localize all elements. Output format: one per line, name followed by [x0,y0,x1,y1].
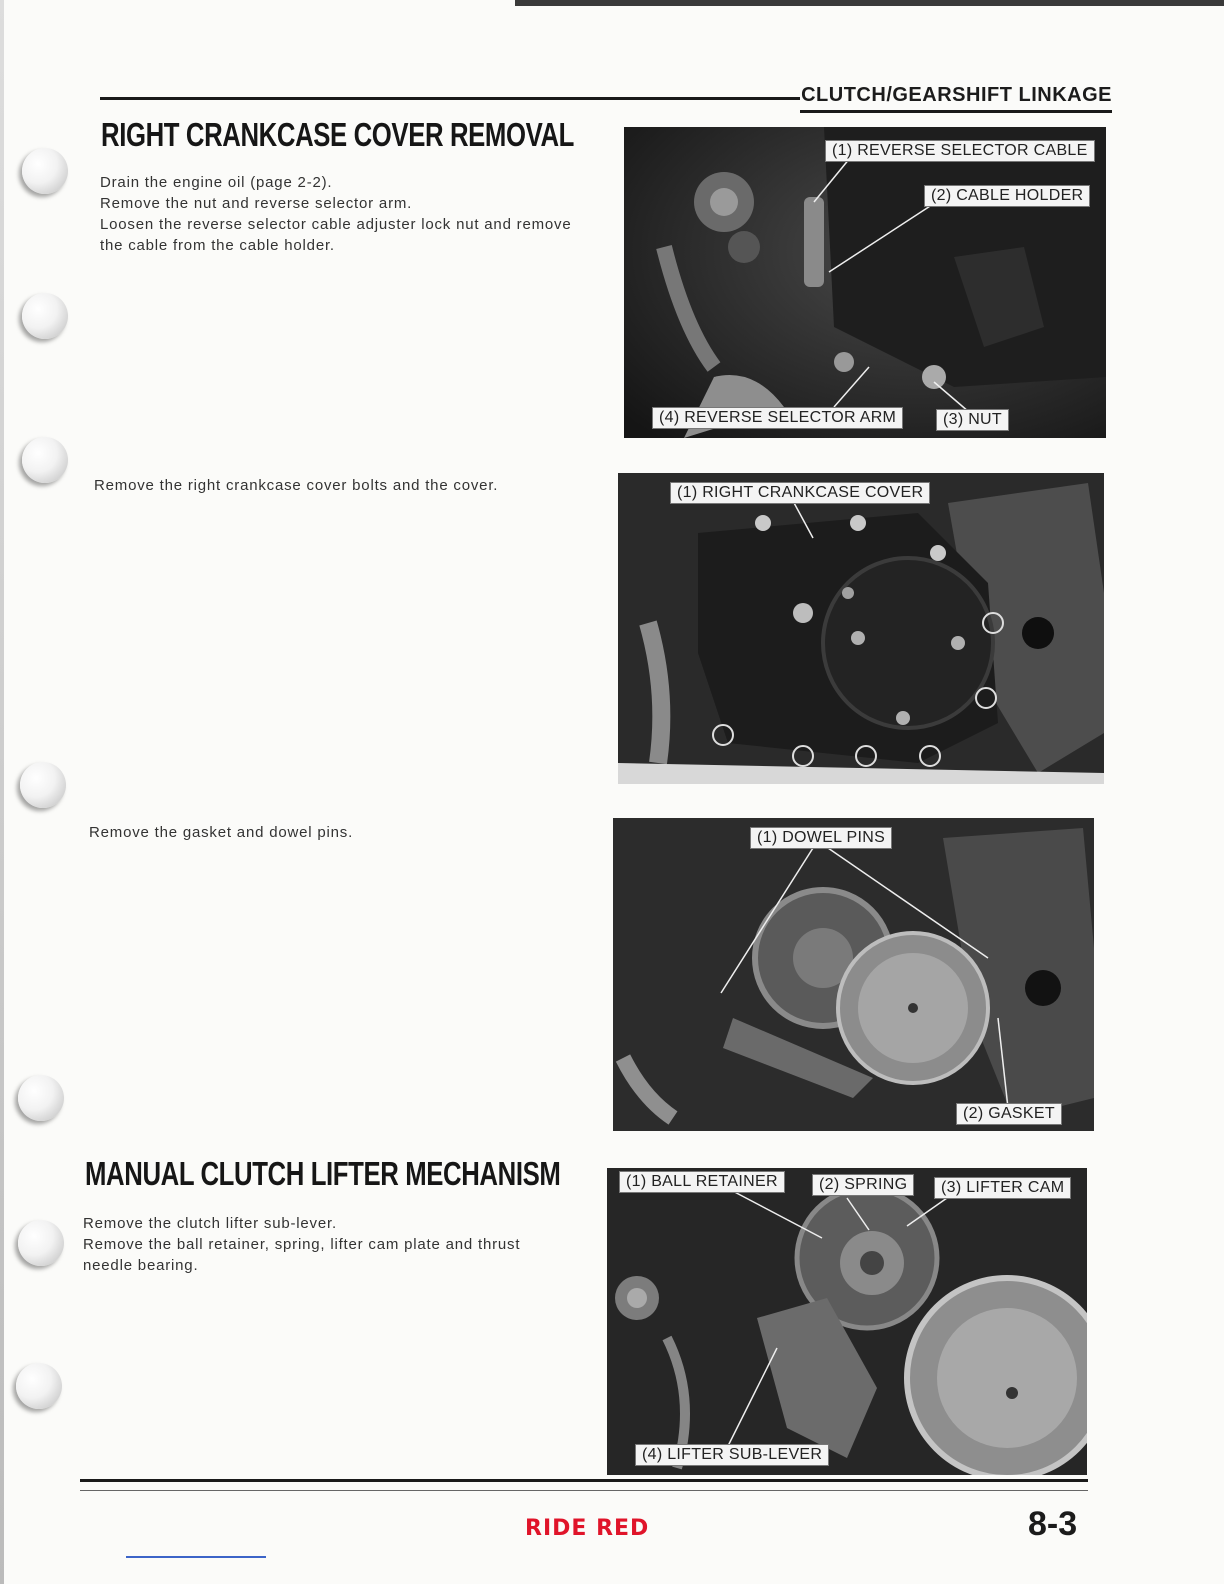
footer-blue-mark [126,1556,266,1558]
photo-dowel-pins-gasket [613,818,1094,1131]
photo-clutch-lifter-mechanism-image [607,1168,1087,1475]
photo-dowel-pins-gasket-image [613,818,1094,1131]
callout-reverse-selector-cable: (1) REVERSE SELECTOR CABLE [825,140,1095,162]
step-instructions [83,1213,520,1276]
header-rule [100,97,800,100]
instruction-line: Drain the engine oil (page 2-2). [100,174,333,191]
step-instructions [100,172,572,256]
callout-ball-retainer: (1) BALL RETAINER [619,1171,785,1193]
binder-hole [22,293,68,339]
callout-spring: (2) SPRING [812,1174,914,1196]
instruction-line: the cable from the cable holder. [100,237,335,254]
page-left-edge [0,0,4,1584]
instruction-line: Loosen the reverse selector cable adjuster lock nut and remove [100,216,572,233]
chapter-header: CLUTCH/GEARSHIFT LINKAGE [801,84,1112,106]
instruction-line: Remove the gasket and dowel pins. [89,824,354,841]
callout-reverse-selector-arm: (4) REVERSE SELECTOR ARM [652,407,903,429]
page-top-edge [515,0,1224,6]
header-rule-right [800,110,1112,113]
section-title-right-crankcase-cover-removal: RIGHT CRANKCASE COVER REMOVAL [101,116,575,153]
callout-nut: (3) NUT [936,409,1009,431]
photo-right-crankcase-cover [618,473,1104,784]
section-title-manual-clutch-lifter-mechanism: MANUAL CLUTCH LIFTER MECHANISM [85,1155,561,1192]
footer-rule-thin [80,1490,1088,1491]
callout-lifter-sub-lever: (4) LIFTER SUB-LEVER [635,1444,829,1466]
callout-dowel-pins: (1) DOWEL PINS [750,827,892,849]
footer-rule [80,1479,1088,1482]
page-number: 8-3 [1028,1505,1078,1543]
photo-reverse-selector-image [624,127,1106,438]
binder-hole [22,437,68,483]
step-instructions [89,822,353,843]
binder-hole [18,1075,64,1121]
binder-hole [16,1363,62,1409]
instruction-line: needle bearing. [83,1257,199,1274]
binder-hole [20,762,66,808]
instruction-line: Remove the right crankcase cover bolts and the cover. [94,477,499,494]
instruction-line: Remove the nut and reverse selector arm. [100,195,413,212]
callout-cable-holder: (2) CABLE HOLDER [924,185,1090,207]
binder-hole [18,1220,64,1266]
callout-gasket: (2) GASKET [956,1103,1062,1125]
photo-right-crankcase-cover-image [618,473,1104,784]
photo-clutch-lifter-mechanism [607,1168,1087,1475]
instruction-line: Remove the ball retainer, spring, lifter cam plate and thrust [83,1236,521,1253]
callout-lifter-cam: (3) LIFTER CAM [934,1177,1071,1199]
binder-hole [22,148,68,194]
instruction-line: Remove the clutch lifter sub-lever. [83,1215,337,1232]
step-instructions [94,475,498,496]
photo-reverse-selector [624,127,1106,438]
callout-right-crankcase-cover: (1) RIGHT CRANKCASE COVER [670,482,930,504]
brand-logo: RIDE RED [525,1516,650,1541]
